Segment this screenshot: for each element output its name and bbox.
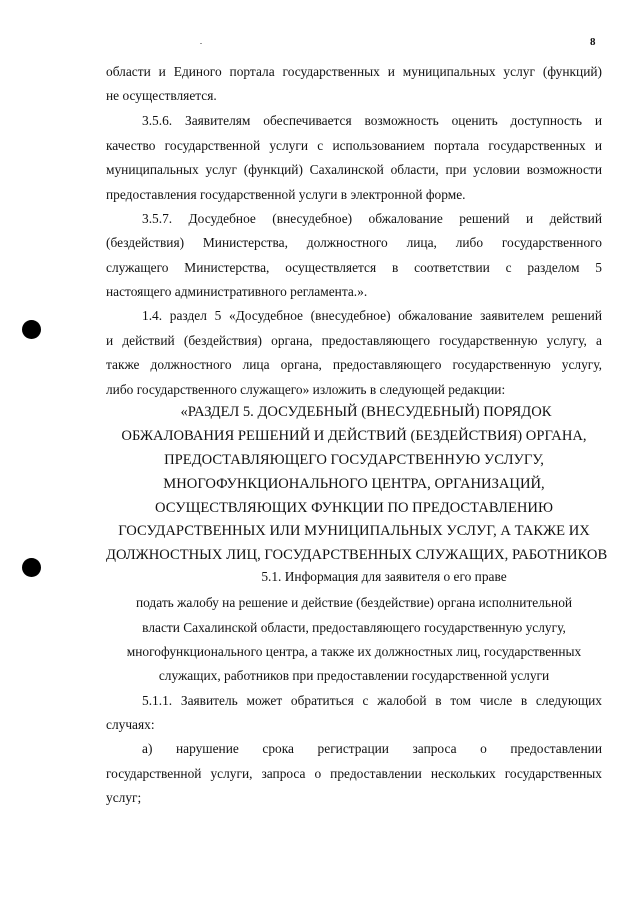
subsection-heading-line: подать жалобу на решение и действие (бездействие) органа исполнительной — [135, 595, 573, 610]
page-number: 8 — [590, 36, 596, 48]
text-line: также должностного лица органа, предоставляющего государственную услугу, — [106, 357, 602, 372]
section-heading-line: МНОГОФУНКЦИОНАЛЬНОГО ЦЕНТРА, ОРГАНИЗАЦИЙ, — [163, 476, 545, 492]
text-line: 3.5.7. Досудебное (внесудебное) обжалование решений и действий — [142, 211, 602, 226]
subsection-heading-line: многофункционального центра, а также их должностных лиц, государственных — [126, 644, 582, 659]
section-heading-line: ПРЕДОСТАВЛЯЮЩЕГО ГОСУДАРСТВЕННУЮ УСЛУГУ, — [164, 452, 544, 468]
section-heading-line: ГОСУДАРСТВЕННЫХ ИЛИ МУНИЦИПАЛЬНЫХ УСЛУГ, А ТАКЖЕ ИХ — [118, 523, 590, 539]
text-line: 5.1.1. Заявитель может обратиться с жалобой в том числе в следующих — [142, 693, 602, 708]
text-line: не осуществляется. — [106, 88, 217, 103]
text-line: либо государственного служащего» изложить в следующей редакции: — [106, 382, 506, 397]
subsection-heading-line: власти Сахалинской области, предоставляющего государственную услугу, — [142, 620, 566, 635]
text-line: настоящего административного регламента.». — [106, 284, 368, 299]
text-line: (бездействия) Министерства, должностного лица, либо государственного — [106, 235, 602, 250]
section-heading-line: ДОЛЖНОСТНЫХ ЛИЦ, ГОСУДАРСТВЕННЫХ СЛУЖАЩИХ, РАБОТНИКОВ — [106, 547, 608, 563]
section-heading-line: ОСУЩЕСТВЛЯЮЩИХ ФУНКЦИИ ПО ПРЕДОСТАВЛЕНИЮ — [155, 500, 553, 516]
text-line: 3.5.6. Заявителям обеспечивается возможность оценить доступность и — [142, 113, 602, 128]
subsection-heading-line: служащих, работников при предоставлении государственной услуги — [158, 668, 550, 683]
binding-hole-bottom — [22, 558, 41, 577]
scan-mark — [200, 43, 202, 44]
text-line: предоставления государственной услуги в электронной форме. — [106, 187, 466, 202]
text-line: а) нарушение срока регистрации запроса о предоставлении — [142, 741, 602, 756]
binding-hole-top — [22, 320, 41, 339]
text-line: случаях: — [106, 717, 155, 732]
text-line: государственной услуги, запроса о предоставлении нескольких государственных — [106, 766, 602, 781]
text-line: качество государственной услуги с использованием портала государственных и — [106, 138, 602, 153]
text-line: области и Единого портала государственных и муниципальных услуг (функций) — [106, 64, 602, 79]
text-line: услуг; — [106, 790, 142, 805]
text-line: служащего Министерства, осуществляется в соответствии с разделом 5 — [106, 260, 602, 275]
section-heading-line: «РАЗДЕЛ 5. ДОСУДЕБНЫЙ (ВНЕСУДЕБНЫЙ) ПОРЯДОК — [180, 404, 552, 420]
text-line: 1.4. раздел 5 «Досудебное (внесудебное) обжалование заявителем решений — [142, 308, 602, 323]
subsection-heading-line: 5.1. Информация для заявителя о его праве — [261, 569, 507, 584]
section-heading-line: ОБЖАЛОВАНИЯ РЕШЕНИЙ И ДЕЙСТВИЙ (БЕЗДЕЙСТВИЯ) ОРГАНА, — [121, 428, 587, 444]
text-line: муниципальных услуг (функций) Сахалинской области, при условии возможности — [106, 162, 602, 177]
text-line: и действий (бездействия) органа, предоставляющего государственную услугу, а — [106, 333, 602, 348]
